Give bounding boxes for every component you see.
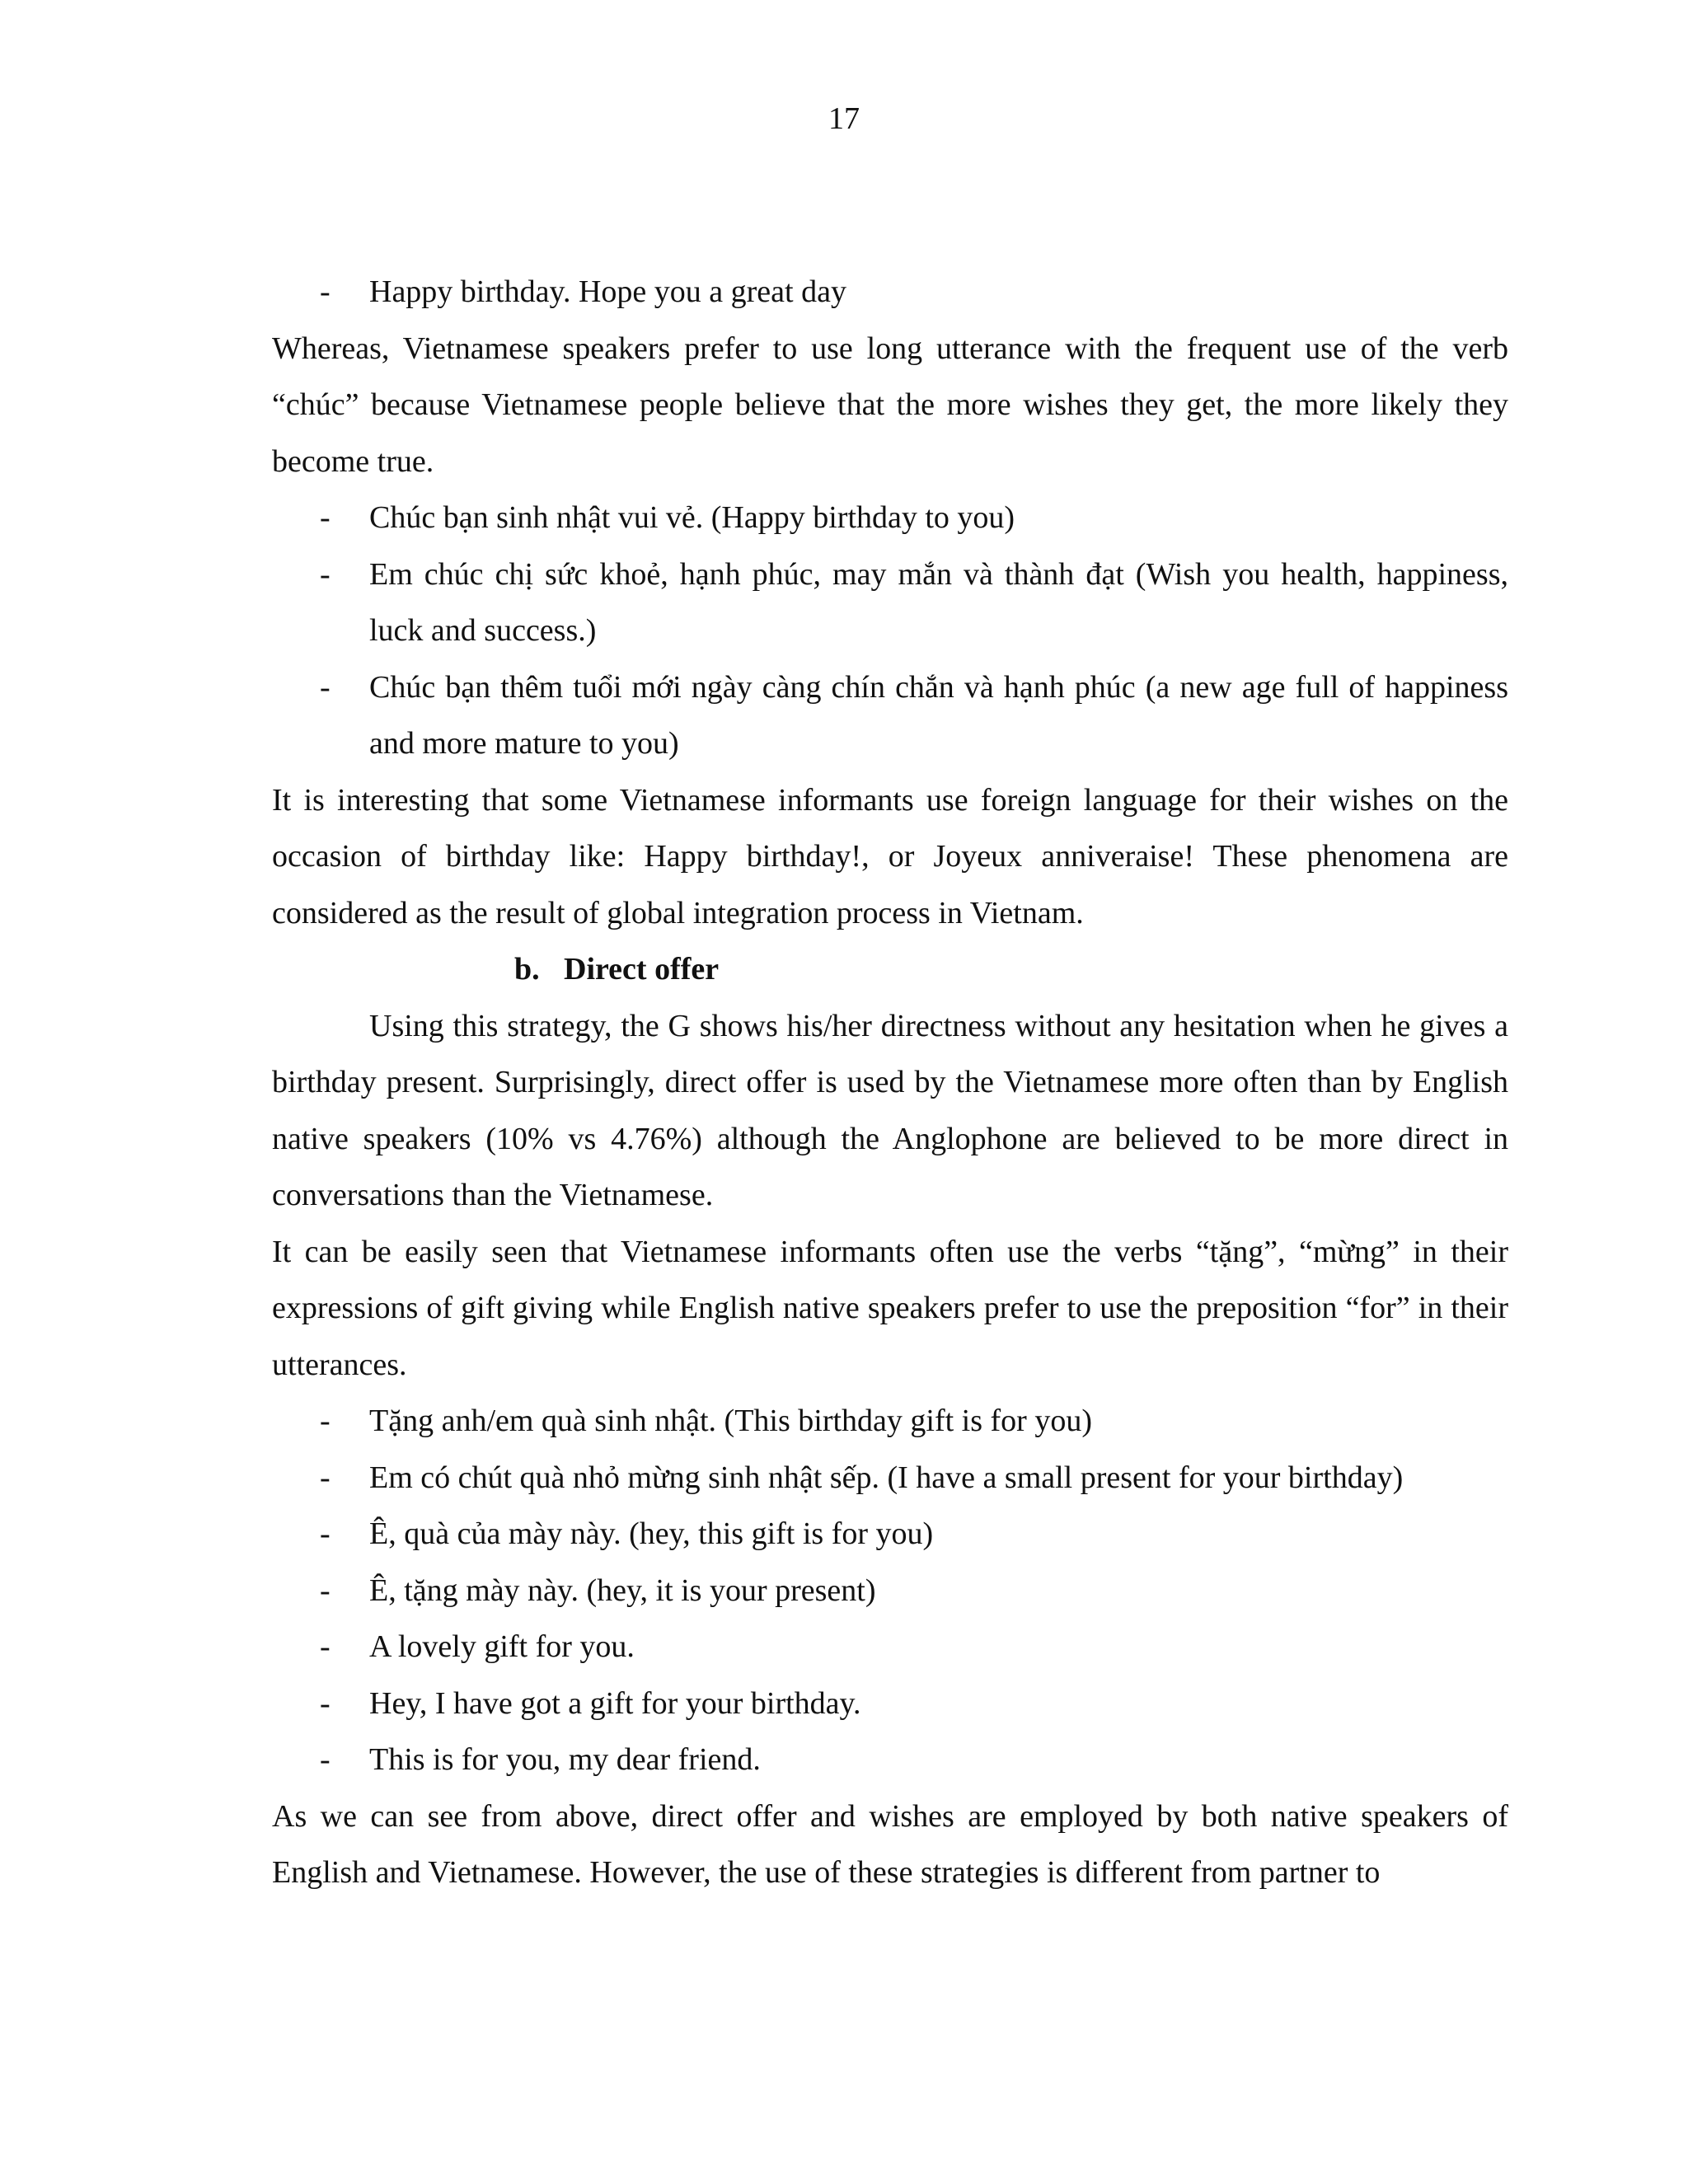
paragraph: Whereas, Vietnamese speakers prefer to use long utterance with the frequent use of the verb “chúc” because Vietnamese people believe that the more wishes they get, the more likely they become true. bbox=[272, 330, 1508, 479]
dash-bullet-icon: - bbox=[320, 556, 331, 592]
paragraph: It can be easily seen that Vietnamese informants often use the verbs “tặng”, “mừng” in their expressions of gift giving while English native speakers prefer to use the preposition “for” in their utterances. bbox=[272, 1234, 1508, 1382]
list-item bbox=[272, 264, 1508, 321]
list-item bbox=[272, 659, 1508, 772]
page-body bbox=[272, 264, 1508, 1901]
section-marker: b. bbox=[514, 952, 540, 987]
list-item bbox=[272, 1675, 1508, 1732]
list-item-text: This is for you, my dear friend. bbox=[369, 1742, 761, 1777]
dash-bullet-icon: - bbox=[320, 1685, 331, 1721]
dash-bullet-icon: - bbox=[320, 274, 331, 309]
paragraph: Using this strategy, the G shows his/her directness without any hesitation when he gives a birthday present. Surprisingly, direct offer is used by the Vietnamese more often than by English native speakers (10% vs 4.76%) although the Anglophone are believed to be more direct in conversations than the Vietnamese. bbox=[272, 1008, 1508, 1212]
list-item bbox=[272, 1506, 1508, 1563]
page-number: 17 bbox=[828, 101, 860, 136]
list-item-text: Ê, tặng mày này. (hey, it is your present) bbox=[369, 1572, 876, 1608]
list-item-text: A lovely gift for you. bbox=[369, 1629, 635, 1664]
dash-bullet-icon: - bbox=[320, 669, 331, 705]
paragraph: It is interesting that some Vietnamese informants use foreign language for their wishes on the occasion of birthday like: Happy birthday!, or Joyeux anniveraise! These phenomena are considered as the result of global integration process in Vietnam. bbox=[272, 782, 1508, 930]
dash-bullet-icon: - bbox=[320, 1404, 331, 1438]
list-item-text: Hey, I have got a gift for your birthday. bbox=[369, 1685, 861, 1721]
dash-bullet-icon: - bbox=[320, 1742, 331, 1777]
list-item-text: Em có chút quà nhỏ mừng sinh nhật sếp. (I have a small present for your birthday) bbox=[369, 1460, 1404, 1495]
list-item bbox=[272, 1450, 1508, 1507]
list-item-text: Happy birthday. Hope you a great day bbox=[369, 274, 846, 309]
list-item bbox=[272, 546, 1508, 659]
list-item bbox=[272, 1393, 1508, 1450]
list-item-text: Chúc bạn thêm tuổi mới ngày càng chín chắn và hạnh phúc (a new age full of happiness and more mature to you) bbox=[369, 669, 1508, 761]
dash-bullet-icon: - bbox=[320, 500, 331, 535]
list-item-text: Ê, quà của mày này. (hey, this gift is for you) bbox=[369, 1516, 934, 1551]
dash-bullet-icon: - bbox=[320, 1572, 331, 1608]
dash-bullet-icon: - bbox=[320, 1460, 331, 1495]
dash-bullet-icon: - bbox=[320, 1629, 331, 1664]
list-item-text: Chúc bạn sinh nhật vui vẻ. (Happy birthday to you) bbox=[369, 500, 1015, 535]
list-item-text: Tặng anh/em quà sinh nhật. (This birthday gift is for you) bbox=[369, 1404, 1092, 1438]
list-item bbox=[272, 490, 1508, 546]
list-item bbox=[272, 1732, 1508, 1788]
section-title: Direct offer bbox=[564, 952, 720, 987]
dash-bullet-icon: - bbox=[320, 1516, 331, 1551]
list-item bbox=[272, 1563, 1508, 1619]
list-item-text: Em chúc chị sức khoẻ, hạnh phúc, may mắn và thành đạt (Wish you health, happiness, luck and success.) bbox=[369, 556, 1508, 648]
section-heading bbox=[272, 941, 1508, 998]
paragraph: As we can see from above, direct offer and wishes are employed by both native speakers of English and Vietnamese. However, the use of these strategies is different from partner to bbox=[272, 1798, 1508, 1890]
list-item bbox=[272, 1619, 1508, 1675]
